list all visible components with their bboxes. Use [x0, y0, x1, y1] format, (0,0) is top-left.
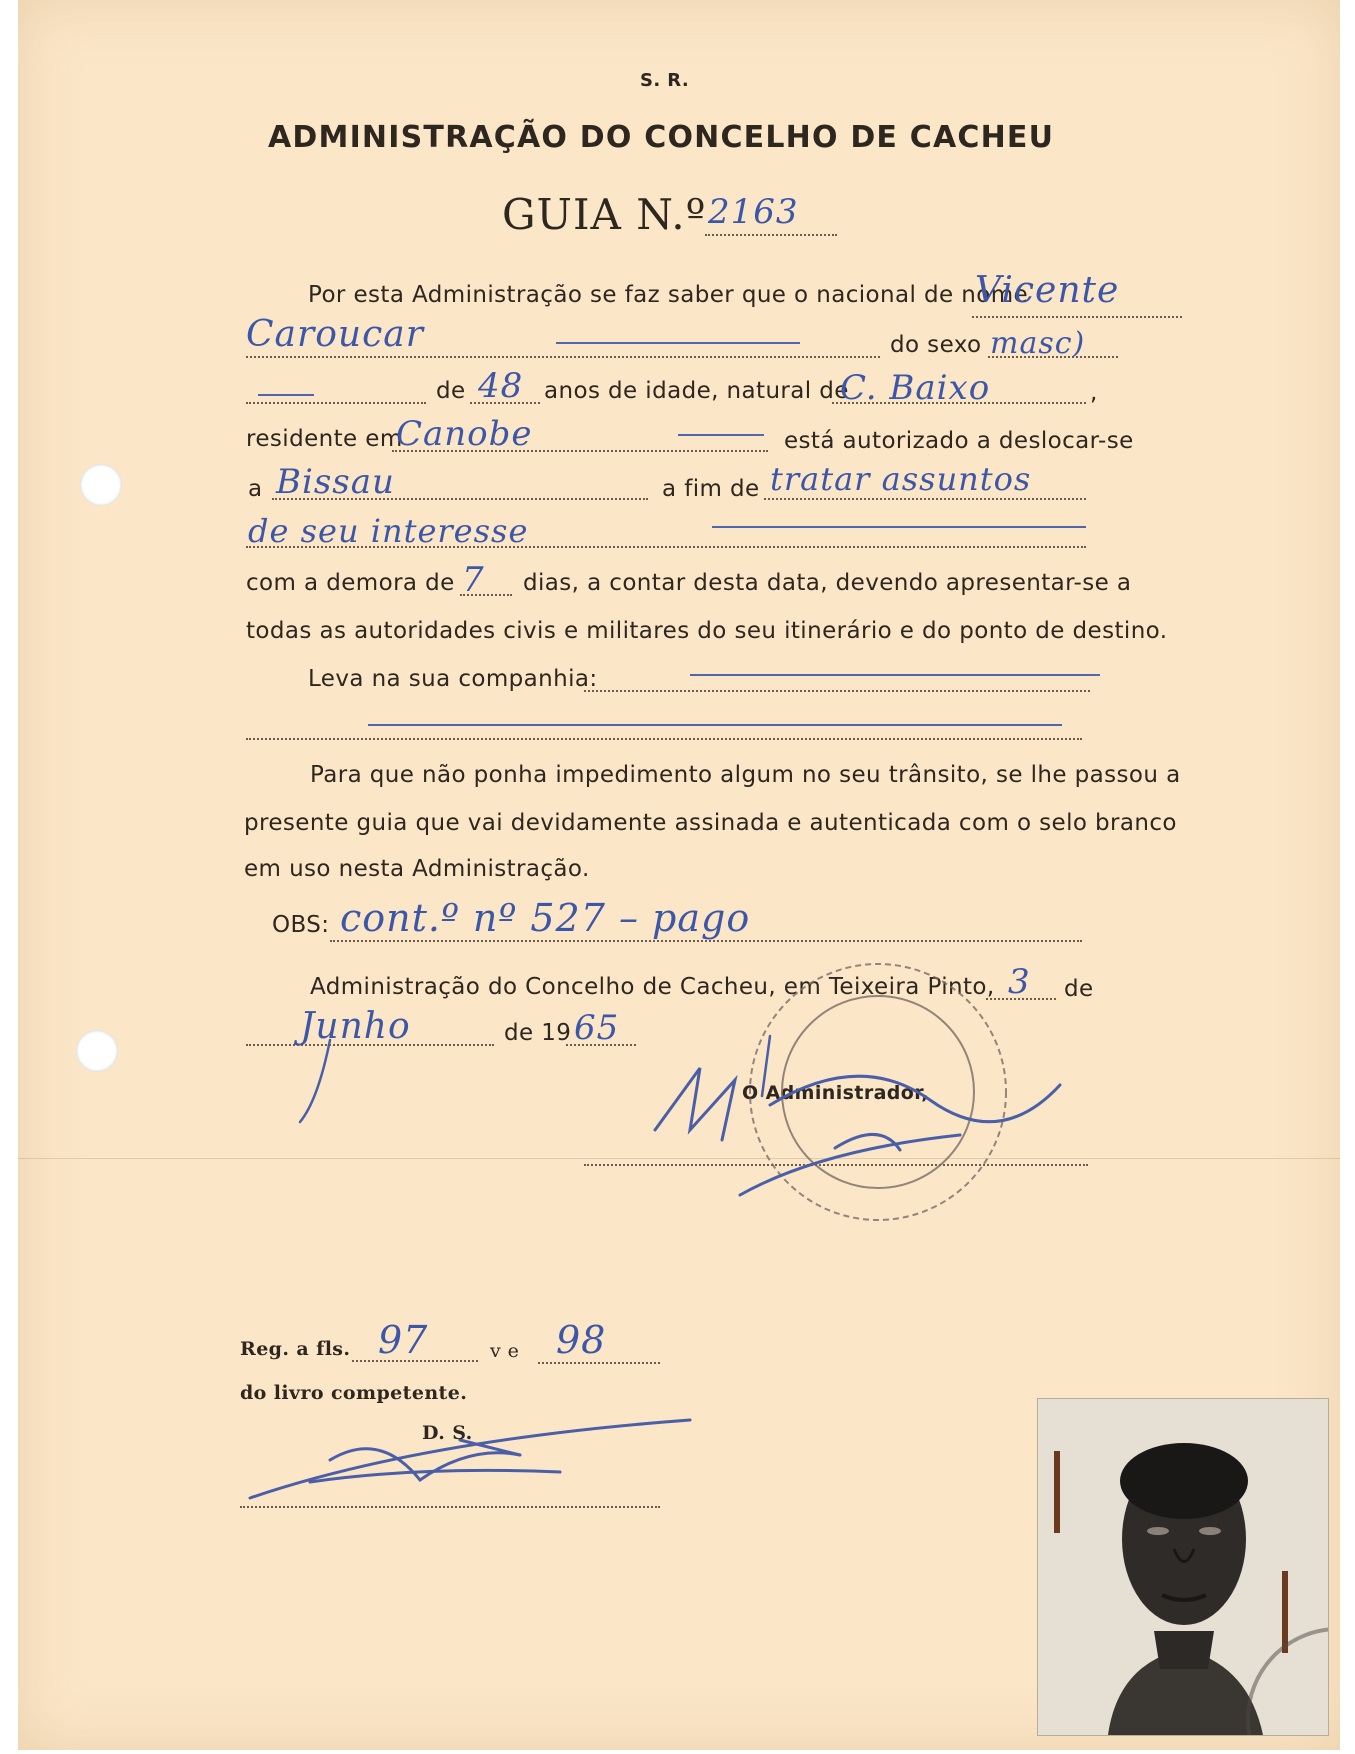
administrator-label: O Administrador, [742, 1082, 929, 1104]
delay-field: 7 [462, 560, 485, 600]
year-field: 65 [574, 1008, 620, 1048]
purpose-label: a fim de [662, 476, 760, 502]
ds-label: D. S. [422, 1422, 473, 1444]
sex-label: do sexo [890, 332, 982, 358]
comma: , [1090, 380, 1098, 406]
name-field-part2: Caroucar [246, 314, 424, 355]
paragraph-line1: Para que não ponha impedimento algum no seu trânsito, se lhe passou a [310, 762, 1181, 788]
delay-suffix: dias, a contar desta data, devendo apresentar-se a [523, 570, 1132, 596]
company-label: Leva na sua companhia: [308, 666, 598, 692]
name-field-part1: Vicente [975, 270, 1120, 311]
paragraph-line2: presente guia que vai devidamente assinada e autenticada com o selo branco [244, 810, 1177, 836]
guia-label: GUIA N.º [502, 190, 707, 239]
fls-to-field: 98 [556, 1318, 607, 1362]
month-flourish [300, 1040, 330, 1122]
authorized-text: está autorizado a deslocar-se [784, 428, 1134, 454]
sex-field: masc) [990, 326, 1086, 361]
id-photo [1037, 1398, 1329, 1736]
obs-flourish [762, 1036, 770, 1096]
residence-field: Canobe [396, 414, 533, 454]
reg-label: Reg. a fls. [240, 1338, 351, 1360]
age-prefix: de [436, 378, 466, 404]
delay-prefix: com a demora de [246, 570, 455, 596]
intro-text: Por esta Administração se faz saber que o nacional de nome [308, 282, 1029, 308]
purpose-field-line2: de seu interesse [248, 512, 529, 550]
obs-label: OBS: [272, 912, 330, 938]
destination-label: a [248, 476, 263, 502]
resident-label: residente em [246, 426, 403, 452]
obs-field: cont.º nº 527 – pago [340, 896, 751, 940]
de-label: de [1064, 976, 1094, 1002]
purpose-field-line1: tratar assuntos [770, 460, 1032, 498]
header-sr: S. R. [640, 70, 690, 91]
book-label: do livro competente. [240, 1382, 468, 1404]
authorities-text: todas as autoridades civis e militares do seu itinerário e do ponto de destino. [246, 618, 1168, 644]
year-label: de 19 [504, 1020, 572, 1046]
round-stamp [750, 964, 1006, 1220]
destination-field: Bissau [276, 462, 395, 502]
guia-number: 2163 [708, 192, 799, 232]
v-e-label: v e [490, 1340, 520, 1362]
day-field: 3 [1008, 962, 1031, 1002]
month-field: Junho [300, 1006, 411, 1047]
fls-from-field: 97 [378, 1318, 429, 1362]
administration-title: ADMINISTRAÇÃO DO CONCELHO DE CACHEU [268, 120, 1055, 155]
place-line: Administração do Concelho de Cacheu, em Teixeira Pinto, [310, 974, 995, 1000]
age-field: 48 [478, 366, 524, 406]
birthplace-field: C. Baixo [840, 368, 991, 408]
paragraph-line3: em uso nesta Administração. [244, 856, 590, 882]
age-suffix: anos de idade, natural de [544, 378, 849, 404]
